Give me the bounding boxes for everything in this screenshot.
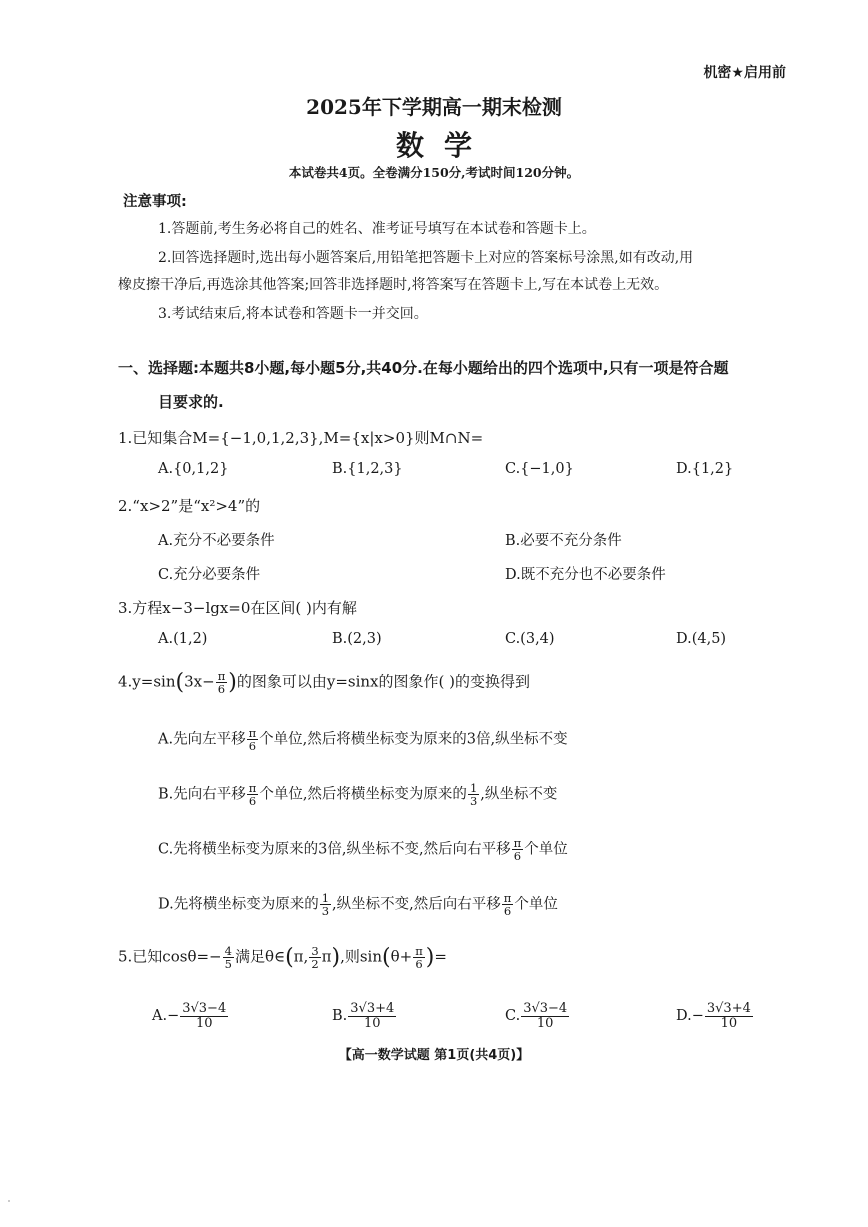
exam-title: 2025年下学期高一期末检测 xyxy=(306,95,562,119)
q5-pre: 5.已知cosθ=− xyxy=(118,947,222,966)
q4a-pre: A.先向左平移 xyxy=(158,731,246,748)
left-paren: ( xyxy=(285,945,294,971)
question-5-option-b xyxy=(332,1002,397,1030)
subject-title: 数学 xyxy=(395,129,492,162)
fraction-pi-over-6: $\frac{\pi}{6}$ xyxy=(513,836,522,864)
question-4-option-d xyxy=(158,892,558,917)
question-3-stem: 3.方程x−3−lgx=0在区间( )内有解 xyxy=(118,599,357,617)
q5d-num: 3√3+4 xyxy=(706,1001,751,1016)
confidential-mark: 机密★启用前 xyxy=(703,65,786,81)
q5a-label: A.− xyxy=(152,1008,180,1025)
q5c-label: C. xyxy=(505,1008,521,1025)
left-paren: ( xyxy=(175,670,185,696)
right-paren: ) xyxy=(425,945,435,971)
question-5-stem xyxy=(118,945,447,970)
q5a-fraction xyxy=(180,1002,228,1030)
q5b-num: 3√3+4 xyxy=(350,1001,395,1016)
fraction-3-over-2: $\frac{3}{2}$ xyxy=(311,944,319,972)
question-1-option-d: D.{1,2} xyxy=(676,461,734,477)
section-heading-cont: 目要求的. xyxy=(158,393,224,411)
fraction-pi-over-6: $\frac{\pi}{6}$ xyxy=(248,726,257,754)
question-1-option-b: B.{1,2,3} xyxy=(332,461,403,477)
fraction-4-over-5: $\frac{4}{5}$ xyxy=(224,944,232,972)
q4-stem-prefix: 4.y=sin xyxy=(118,672,176,691)
q4d-mid: ,纵坐标不变,然后向右平移 xyxy=(332,896,501,913)
q5d-label: D.− xyxy=(676,1008,704,1025)
question-2-option-b: B.必要不充分条件 xyxy=(505,533,622,549)
q4-stem-arg: 3x− xyxy=(184,672,215,691)
q5-mid: 满足θ∈ xyxy=(234,947,286,966)
section-heading: 一、选择题:本题共8小题,每小题5分,共40分.在每小题给出的四个选项中,只有一项是符合题 xyxy=(118,359,729,377)
question-1-stem: 1.已知集合M={−1,0,1,2,3},M={x|x>0}则M∩N= xyxy=(118,429,484,447)
question-4-option-b xyxy=(158,782,557,807)
fraction-pi-over-6: $\frac{\pi}{6}$ xyxy=(217,669,226,697)
fraction-pi-over-6: $\frac{\pi}{6}$ xyxy=(503,891,512,919)
notice-item-3: 3.考试结束后,将本试卷和答题卡一并交回。 xyxy=(158,306,428,322)
q5c-den: 10 xyxy=(536,1015,554,1031)
q4b-post: ,纵坐标不变 xyxy=(480,786,558,803)
fraction-pi-over-6: $\frac{\pi}{6}$ xyxy=(248,781,257,809)
question-3-option-d: D.(4,5) xyxy=(676,631,727,647)
scan-speck xyxy=(8,1200,10,1202)
question-4-option-c xyxy=(158,837,568,862)
left-paren: ( xyxy=(382,945,391,971)
question-2-option-a: A.充分不必要条件 xyxy=(158,533,275,549)
q5a-num: 3√3−4 xyxy=(182,1001,227,1016)
question-3-option-b: B.(2,3) xyxy=(332,631,382,647)
question-4-option-a xyxy=(158,727,568,752)
q4d-pre: D.先将横坐标变为原来的 xyxy=(158,896,319,913)
q5-interval-start: π, xyxy=(293,947,309,966)
q5b-den: 10 xyxy=(363,1015,381,1031)
q4b-pre: B.先向右平移 xyxy=(158,786,246,803)
q5b-label: B. xyxy=(332,1008,348,1025)
right-paren: ) xyxy=(331,945,341,971)
q5a-den: 10 xyxy=(195,1015,213,1031)
notice-item-2-line-2: 橡皮擦干净后,再选涂其他答案;回答非选择题时,将答案写在答题卡上,写在本试卷上无效。 xyxy=(118,277,669,293)
question-5-option-c xyxy=(505,1002,570,1030)
q5c-num: 3√3−4 xyxy=(523,1001,568,1016)
notice-item-2-line-1: 2.回答选择题时,选出每小题答案后,用铅笔把答题卡上对应的答案标号涂黑,如有改动,用 xyxy=(158,250,694,266)
q5c-fraction xyxy=(521,1002,569,1030)
q4b-mid: 个单位,然后将横坐标变为原来的 xyxy=(259,786,467,803)
exam-intro: 本试卷共4页。全卷满分150分,考试时间120分钟。 xyxy=(288,165,580,180)
question-5-option-d xyxy=(676,1002,754,1030)
q5b-fraction xyxy=(348,1002,396,1030)
fraction-1-over-3: $\frac{1}{3}$ xyxy=(469,781,478,809)
question-2-option-c: C.充分必要条件 xyxy=(158,567,261,583)
fraction-pi-over-6: $\frac{\pi}{6}$ xyxy=(415,944,423,972)
page-footer: 【高一数学试题 第1页(共4页)】 xyxy=(338,1048,530,1063)
right-paren: ) xyxy=(228,670,237,696)
q5-interval-pi: π xyxy=(321,947,332,966)
q5d-fraction xyxy=(705,1002,753,1030)
notice-item-1: 1.答题前,考生务必将自己的姓名、准考证号填写在本试卷和答题卡上。 xyxy=(158,221,596,237)
question-5-option-a xyxy=(152,1002,229,1030)
question-4-stem xyxy=(118,670,530,695)
question-2-stem: 2.“x>2”是“x²>4”的 xyxy=(118,497,261,515)
q5-theta-plus: θ+ xyxy=(390,947,413,966)
q4d-post: 个单位 xyxy=(514,896,558,913)
q4c-pre: C.先将横坐标变为原来的3倍,纵坐标不变,然后向右平移 xyxy=(158,841,511,858)
question-3-option-a: A.(1,2) xyxy=(158,631,208,647)
question-2-option-d: D.既不充分也不必要条件 xyxy=(505,567,666,583)
q4c-post: 个单位 xyxy=(524,841,568,858)
q5-mid2: ,则sin xyxy=(340,947,383,966)
q4a-post: 个单位,然后将横坐标变为原来的3倍,纵坐标不变 xyxy=(259,731,568,748)
q5d-den: 10 xyxy=(720,1015,738,1031)
question-3-option-c: C.(3,4) xyxy=(505,631,555,647)
q4-stem-suffix: 的图象可以由y=sinx的图象作( )的变换得到 xyxy=(236,672,530,691)
fraction-1-over-3: $\frac{1}{3}$ xyxy=(321,891,330,919)
notice-title: 注意事项: xyxy=(123,194,187,210)
question-1-option-a: A.{0,1,2} xyxy=(158,461,229,477)
q5-post: = xyxy=(434,947,447,966)
question-1-option-c: C.{−1,0} xyxy=(505,461,574,477)
